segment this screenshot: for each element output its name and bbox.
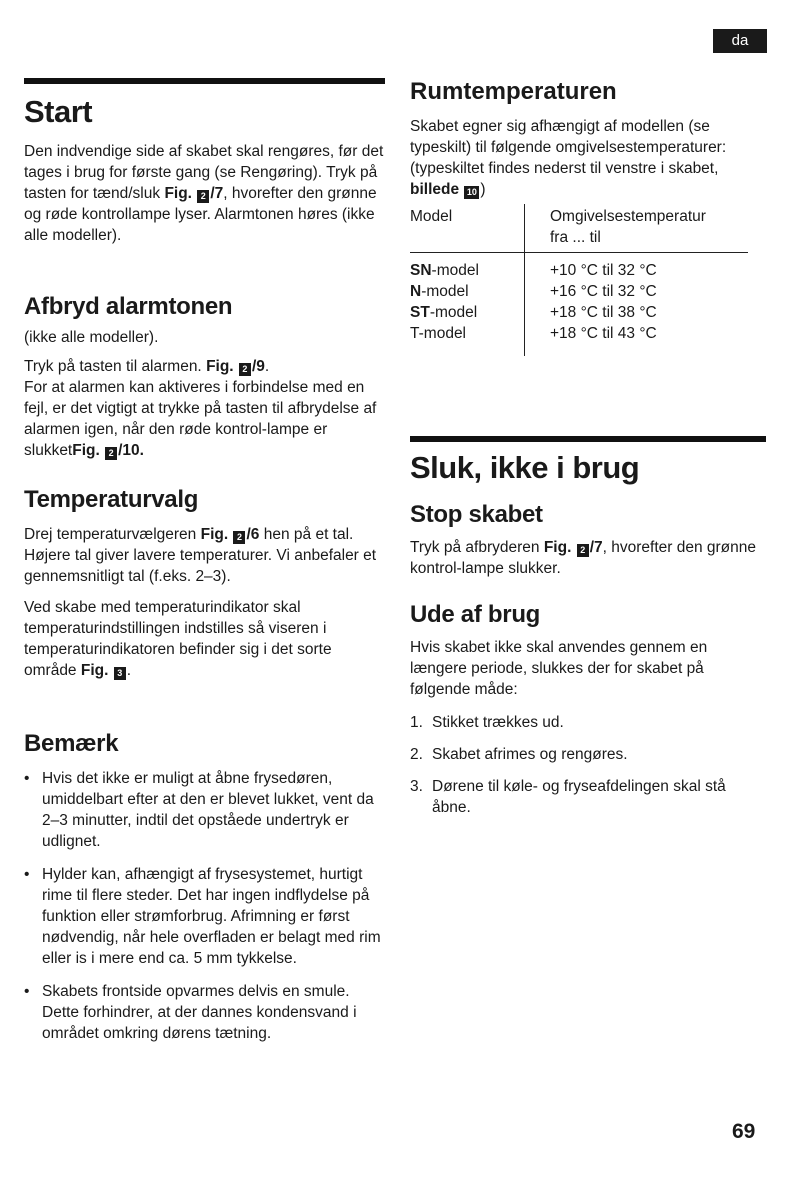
room-temperature-paragraph-2: (typeskiltet findes nederst til venstre i skabet, billede 10 )	[410, 160, 719, 198]
alarm-heading: Afbryd alarmtonen	[24, 293, 233, 320]
list-item: • Skabets frontside opvarmes delvis en smule. Dette forhindrer, at der dannes kondensvand i området omkring dørens tætning.	[24, 981, 386, 1044]
temperature-heading: Temperaturvalg	[24, 486, 199, 513]
section-rule	[410, 436, 766, 442]
table-divider-horizontal	[410, 252, 748, 253]
temperature-table	[410, 202, 750, 344]
room-temperature-heading: Rumtemperaturen	[410, 78, 617, 105]
table-header-model: Model	[410, 208, 453, 225]
section-room-temperature	[410, 80, 766, 344]
unused-paragraph: Hvis skabet ikke skal anvendes gennem en længere periode, slukkes der for skabet på følgende måde:	[410, 639, 708, 698]
section-start	[24, 96, 386, 246]
table-row: ST-model +18 °C til 38 °C	[410, 304, 657, 321]
section-temperature	[24, 488, 386, 681]
language-badge: da	[713, 29, 767, 53]
page-number: 69	[732, 1120, 756, 1143]
figure-ref-badge: 2	[239, 363, 251, 376]
temperature-paragraph-1: Drej temperaturvælgeren Fig. 2 /6 hen på et tal. Højere tal giver lavere temperaturer. Vi anbefaler et gennemsnitligt tal (f.eks. 2–3).	[24, 526, 377, 585]
section-remark	[24, 732, 386, 1056]
table-row: T-model +18 °C til 43 °C	[410, 325, 657, 342]
table-header-temperature: Omgivelsestemperatur	[550, 208, 706, 225]
room-temperature-paragraph-1: Skabet egner sig afhængigt af modellen (se typeskilt) til følgende omgivelsestemperaturer:	[410, 118, 727, 156]
stop-paragraph: Tryk på afbryderen Fig. 2 /7, hvorefter den grønne kontrol-lampe slukker.	[410, 539, 757, 577]
table-header-range: fra ... til	[550, 229, 601, 246]
table-divider-vertical	[524, 204, 525, 356]
section-rule	[24, 78, 385, 84]
figure-ref-badge: 2	[233, 531, 245, 544]
figure-ref-badge: 2	[105, 447, 117, 460]
start-heading: Start	[24, 94, 93, 129]
off-heading: Sluk, ikke i brug	[410, 450, 640, 485]
section-off	[410, 452, 766, 829]
remark-heading: Bemærk	[24, 730, 119, 757]
start-paragraph: Den indvendige side af skabet skal rengøres, før det tages i brug for første gang (se Rengøring). Tryk på tasten for tænd/sluk Fig. 2 /7, hvorefter den grønne og røde kontrollampe lyser. Alarmtonen høres (ikke alle modeller).	[24, 143, 384, 244]
list-item: 3. Dørene til køle- og fryseafdelingen skal stå åbne.	[410, 778, 726, 816]
figure-ref-badge: 2	[577, 544, 589, 557]
unused-steps	[410, 712, 766, 818]
table-row: SN-model +10 °C til 32 °C	[410, 262, 657, 279]
figure-ref-badge: 10	[464, 186, 479, 199]
table-header-row	[410, 202, 748, 248]
alarm-note: (ikke alle modeller).	[24, 329, 159, 346]
alarm-paragraph-2: For at alarmen kan aktiveres i forbindelse med en fejl, er det vigtigt at trykke på tasten til afbrydelse af alarmen igen, når den røde kontrol-lampe er slukketFig. 2 /10.	[24, 379, 377, 459]
list-item: 1. Stikket trækkes ud.	[410, 714, 564, 731]
list-item: • Hvis det ikke er muligt at åbne frysedøren, umiddelbart efter at den er blevet lukket, vent da 2–3 minutter, indtil det opståede undertryk er udlignet.	[24, 768, 386, 852]
figure-ref-badge: 2	[197, 190, 209, 203]
figure-ref-badge: 3	[114, 667, 126, 680]
remark-list	[24, 768, 386, 1044]
table-row: N-model +16 °C til 32 °C	[410, 283, 657, 300]
list-item: • Hylder kan, afhængigt af frysesystemet, hurtigt rime til flere steder. Det har ingen indflydelse på funktion eller strømforbrug. Afrimning er først nødvendig, når hele overfladen er belagt med rim eller is i mere end ca. 5 mm tykkelse.	[24, 864, 386, 969]
alarm-paragraph-1: Tryk på tasten til alarmen. Fig. 2 /9.	[24, 358, 270, 375]
list-item: 2. Skabet afrimes og rengøres.	[410, 746, 628, 763]
stop-heading: Stop skabet	[410, 501, 543, 528]
temperature-paragraph-2: Ved skabe med temperaturindikator skal temperaturindstillingen indstilles så viseren i temperaturindikatoren befinder sig i det sorte område Fig. 3 .	[24, 599, 332, 679]
section-alarm	[24, 295, 386, 461]
unused-heading: Ude af brug	[410, 601, 541, 628]
